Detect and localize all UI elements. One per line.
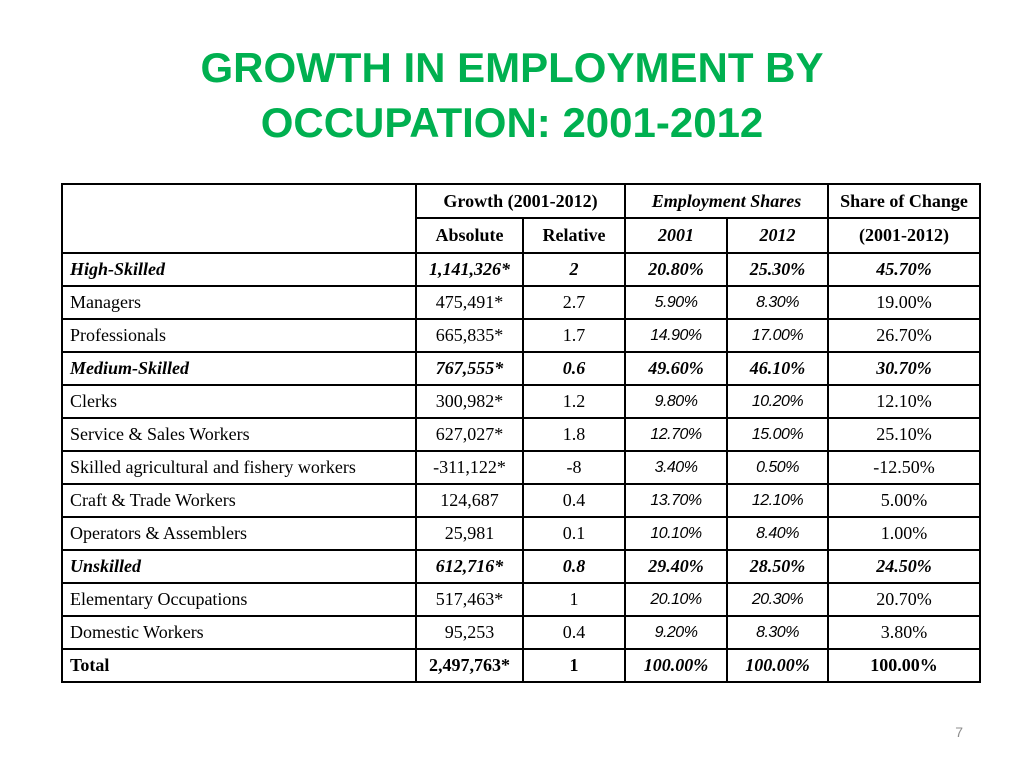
share-2001: 10.10% [625,517,727,550]
share-of-change: 26.70% [828,319,980,352]
share-2001: 20.10% [625,583,727,616]
relative-growth: 2.7 [523,286,625,319]
relative-growth: -8 [523,451,625,484]
absolute-growth: -311,122* [416,451,523,484]
header-employment-shares: Employment Shares [625,184,828,218]
share-of-change: 24.50% [828,550,980,583]
absolute-growth: 124,687 [416,484,523,517]
share-of-change: 19.00% [828,286,980,319]
share-of-change: 5.00% [828,484,980,517]
occupation-name: Professionals [62,319,416,352]
occupation-name: Elementary Occupations [62,583,416,616]
occupation-name: Managers [62,286,416,319]
share-of-change: 100.00% [828,649,980,682]
share-2012: 10.20% [727,385,828,418]
share-of-change: -12.50% [828,451,980,484]
relative-growth: 1.2 [523,385,625,418]
header-absolute: Absolute [416,218,523,253]
occupation-name: Total [62,649,416,682]
table-row [62,286,980,319]
relative-growth: 1.7 [523,319,625,352]
share-of-change: 25.10% [828,418,980,451]
occupation-name: Domestic Workers [62,616,416,649]
header-row-1 [62,184,980,218]
absolute-growth: 627,027* [416,418,523,451]
table-row [62,352,980,385]
occupation-name: Operators & Assemblers [62,517,416,550]
share-2001: 9.80% [625,385,727,418]
share-2001: 14.90% [625,319,727,352]
occupation-name: Skilled agricultural and fishery workers [62,451,416,484]
occupation-name: High-Skilled [62,253,416,286]
share-2001: 20.80% [625,253,727,286]
absolute-growth: 665,835* [416,319,523,352]
share-2012: 100.00% [727,649,828,682]
share-2012: 12.10% [727,484,828,517]
share-2001: 9.20% [625,616,727,649]
absolute-growth: 612,716* [416,550,523,583]
share-2012: 8.40% [727,517,828,550]
header-relative: Relative [523,218,625,253]
relative-growth: 1.8 [523,418,625,451]
total-row [62,649,980,682]
relative-growth: 0.8 [523,550,625,583]
table-row [62,319,980,352]
share-2012: 28.50% [727,550,828,583]
share-of-change: 3.80% [828,616,980,649]
occupation-name: Medium-Skilled [62,352,416,385]
occupation-name: Unskilled [62,550,416,583]
slide-title-line-1: GROWTH IN EMPLOYMENT BY [200,44,824,91]
table-row [62,517,980,550]
occupation-name: Craft & Trade Workers [62,484,416,517]
share-2001: 12.70% [625,418,727,451]
occupation-name: Clerks [62,385,416,418]
absolute-growth: 95,253 [416,616,523,649]
share-2012: 8.30% [727,286,828,319]
share-2001: 29.40% [625,550,727,583]
table-row [62,484,980,517]
header-share-of-change: Share of Change [828,184,980,218]
table-row [62,253,980,286]
absolute-growth: 2,497,763* [416,649,523,682]
share-of-change: 20.70% [828,583,980,616]
share-of-change: 45.70% [828,253,980,286]
share-2012: 8.30% [727,616,828,649]
absolute-growth: 475,491* [416,286,523,319]
share-2001: 13.70% [625,484,727,517]
relative-growth: 0.4 [523,616,625,649]
share-2001: 5.90% [625,286,727,319]
share-2012: 15.00% [727,418,828,451]
share-2012: 17.00% [727,319,828,352]
table-row [62,451,980,484]
absolute-growth: 25,981 [416,517,523,550]
slide-title [0,40,1024,150]
absolute-growth: 1,141,326* [416,253,523,286]
relative-growth: 2 [523,253,625,286]
table-row [62,550,980,583]
relative-growth: 0.1 [523,517,625,550]
share-of-change: 30.70% [828,352,980,385]
employment-table [61,183,981,683]
header-period: (2001-2012) [828,218,980,253]
share-2012: 46.10% [727,352,828,385]
table-row [62,583,980,616]
relative-growth: 0.4 [523,484,625,517]
table-row [62,616,980,649]
absolute-growth: 517,463* [416,583,523,616]
page-number: 7 [955,724,963,740]
table-row [62,385,980,418]
share-2001: 100.00% [625,649,727,682]
absolute-growth: 300,982* [416,385,523,418]
absolute-growth: 767,555* [416,352,523,385]
table-row [62,418,980,451]
header-growth: Growth (2001-2012) [416,184,625,218]
occupation-name: Service & Sales Workers [62,418,416,451]
share-of-change: 12.10% [828,385,980,418]
share-2001: 3.40% [625,451,727,484]
relative-growth: 1 [523,583,625,616]
share-2012: 0.50% [727,451,828,484]
header-2012: 2012 [727,218,828,253]
relative-growth: 1 [523,649,625,682]
share-2012: 20.30% [727,583,828,616]
relative-growth: 0.6 [523,352,625,385]
slide-title-line-2: OCCUPATION: 2001-2012 [260,99,764,146]
share-2001: 49.60% [625,352,727,385]
share-of-change: 1.00% [828,517,980,550]
share-2012: 25.30% [727,253,828,286]
header-2001: 2001 [625,218,727,253]
header-blank-cell [62,184,416,253]
